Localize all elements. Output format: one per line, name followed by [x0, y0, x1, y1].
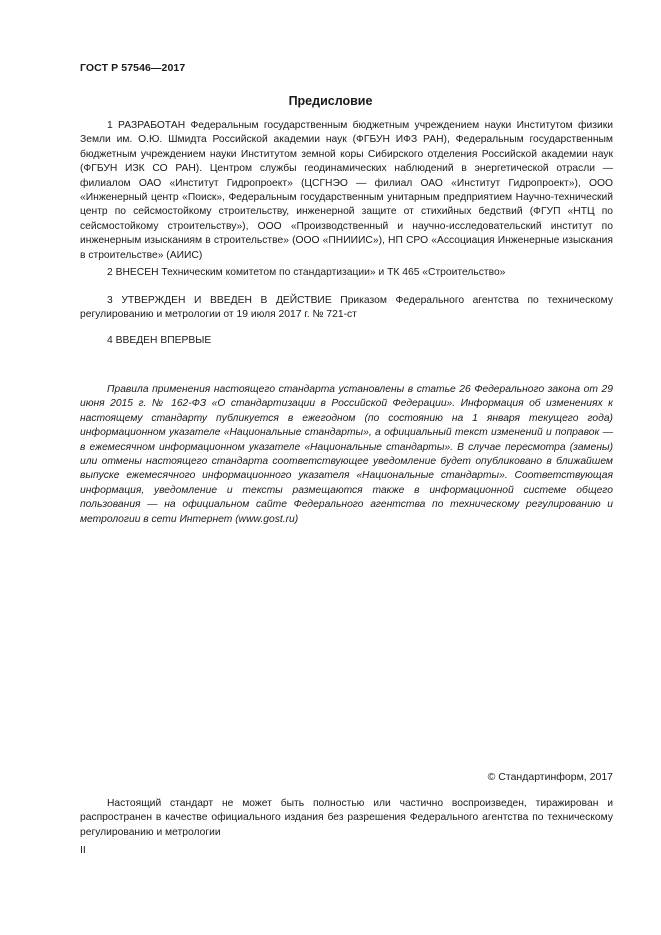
foreword-item-approved: 3 УТВЕРЖДЕН И ВВЕДЕН В ДЕЙСТВИЕ Приказом Федерального агентства по техническому регулированию и метрологии от 19 июля 2017 г. № 721-ст: [80, 295, 613, 321]
page-number: II: [80, 844, 86, 856]
foreword-item-developed: 1 РАЗРАБОТАН Федеральным государственным бюджетным учреждением науки Институтом физики Земли им. О.Ю. Шмидта Российской академии наук (ФГБУН ИФЗ РАН), Федеральным государственным бюджетным учреждением науки Институтом земной коры Сибирского отделения Российской академии наук (ФГБУН ИЗК СО РАН). Центром службы геодинамических наблюдений в энергетической отрасли — филиалом ОАО «Институт Гидропроект» (ЦСГНЭО — филиал ОАО «Институт Гидропроект»), ООО «Инженерный центр «Поиск», Федеральным государственным унитарным предприятием Научно-технический центр по сейсмостойкому строительству, инженерной защите от стихийных бедствий (ФГУП «НТЦ по сейсмостойкому строительству»), ООО «Производственный и научно-исследовательский институт по инженерным изысканиям в строительстве» (ООО «ПНИИИС»), НП СРО «Ассоциация Инженерные изыскания в строительстве» (АИИС): [80, 120, 613, 261]
application-rules-note: Правила применения настоящего стандарта установлены в статье 26 Федерального закона от 29 июня 2015 г. № 162-ФЗ «О стандартизации в Российской Федерации». Информация об изменениях к настоящему стандарту публикуется в ежегодном (по состоянию на 1 января текущего года) информационном указателе «Национальные стандарты», а официальный текст изменений и поправок — в ежемесячном информационном указателе «Национальные стандарты». В случае пересмотра (замены) или отмены настоящего стандарта соответствующее уведомление будет опубликовано в ближайшем выпуске ежемесячного информационного указателя «Национальные стандарты». Соответствующая информация, уведомление и тексты размещаются также в информационной системе общего пользования — на официальном сайте Федерального агентства по техническому регулированию и метрологии в сети Интернет (www.gost.ru): [80, 384, 613, 525]
foreword-item-first-introduced: 4 ВВЕДЕН ВПЕРВЫЕ: [107, 335, 212, 346]
page-title: Предисловие: [288, 94, 373, 108]
foreword-item-introduced: 2 ВНЕСЕН Техническим комитетом по стандартизации» и ТК 465 «Строительство»: [107, 267, 506, 278]
standard-id-header: ГОСТ Р 57546—2017: [80, 62, 186, 74]
copyright-notice: © Стандартинформ, 2017: [487, 771, 613, 783]
reproduction-notice: Настоящий стандарт не может быть полностью или частично воспроизведен, тиражирован и распространен в качестве официального издания без разрешения Федерального агентства по техническому регулированию и метрологии: [80, 798, 613, 838]
